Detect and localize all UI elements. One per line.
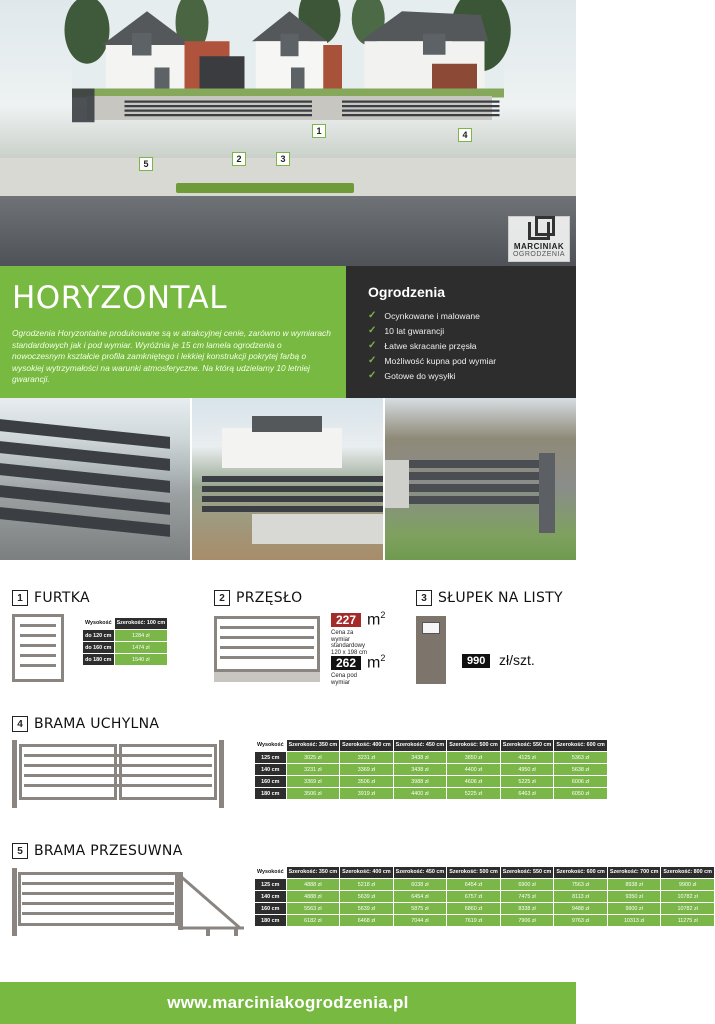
table-row: 140 cm 3231 zł 3369 zł 3438 zł 4400 zł 4950 zł 5638 zł [255,764,607,775]
table-row: 125 cm 3025 zł 3231 zł 3438 zł 3850 zł 4125 zł 5363 zł [255,752,607,763]
table-row: 180 cm 6182 zł 6468 zł 7044 zł 7619 zł 7906 zł 9763 zł 10313 zł 11275 zł [255,915,714,926]
section-title: BRAMA UCHYLNA [34,716,160,732]
check-icon: ✓ [368,370,377,381]
marker-3: 3 [276,152,290,166]
feature-item: ✓ Łatwe skracanie przęsła [368,340,477,351]
marciniak-logo-icon [528,222,550,240]
houses-illustration [0,0,576,150]
furtka-price-table [82,617,168,666]
feature-item: ✓ Możliwość kupna pod wymiar [368,355,497,366]
feature-item: ✓ Ocynkowane i malowane [368,310,480,321]
photo-gallery [0,398,576,560]
przeslo-custom-note: Cena pod wymiar [331,673,358,686]
przeslo-standard-note: Cena za wymiar standardowy 120 x 198 cm [331,630,368,656]
grass-strip [176,183,354,193]
product-description: Ogrodzenia Horyzontalne produkowane są w atrakcyjnej cenie, zarówno w wymiarach standardowych jak i pod wymiar. Wyróżnia je 15 cm lamela ogrodzenia o nowoczesnym kształcie profila zamkniętego i lekkiej konstrukcji pokrytej farbą o wysokiej wytrzymałości na warunki atmosferyczne. Na którą udzielamy 10 letniej gwarancji. [12,328,331,385]
check-icon: ✓ [368,310,377,321]
section-title: PRZĘSŁO [236,590,303,606]
section-number: 5 [12,843,28,859]
footer [0,982,576,1024]
section-slupek-header [416,590,563,606]
check-icon: ✓ [368,355,377,366]
sliding-gate-drawing [12,868,252,942]
banner-intro [0,266,346,398]
slupek-unit: zł/szt. [499,652,535,668]
features-title: Ogrodzenia [368,284,446,300]
check-icon: ✓ [368,340,377,351]
table-row: 140 cm 4888 zł 5639 zł 6454 zł 6757 zł 7475 zł 8113 zł 9350 zł 10782 zł [255,891,714,902]
section-number: 1 [12,590,28,606]
table-header: Wysokość [255,740,286,751]
section-furtka-header [12,590,90,606]
table-row: 160 cm 5563 zł 5639 zł 5875 zł 6860 zł 8338 zł 9488 zł 9900 zł 10782 zł [255,903,714,914]
table-row: 160 cm 3369 zł 3506 zł 3988 zł 4606 zł 5225 zł 6006 zł [255,776,607,787]
section-number: 3 [416,590,432,606]
table-row: 125 cm 4888 zł 5218 zł 6038 zł 6454 zł 6900 zł 7563 zł 8938 zł 9900 zł [255,879,714,890]
section-przeslo-header [214,590,302,606]
brand-logo [508,216,570,262]
logo-subtitle: OGRODZENIA [512,251,566,258]
product-title: HORYZONTAL [12,280,228,316]
table-row: do 120 cm 1284 zł [83,630,167,641]
section-title: FURTKA [34,590,90,606]
table-header: Wysokość [83,618,114,629]
feature-item: ✓ Gotowe do wysyłki [368,370,456,381]
table-header: Szerokość: 100 cm [115,618,168,629]
logo-name: MARCINIAK [513,242,565,251]
wicket-gate-drawing [12,614,64,682]
brama-uchylna-price-table: Wysokość Szerokość: 350 cm Szerokość: 400 cm Szerokość: 450 cm Szerokość: 500 cm Szerokość: 550 cm Szerokość: 600 cm 125 cm 3025 zł 3231 zł 3438 zł 3850 zł 4125 zł 5363 zł 140 cm 3231 zł 3369 zł 3438 zł 4400 zł 4950 zł 5638 zł 160 cm 3369 zł 3506 zł 3988 zł 4606 zł 5225 zł 6006 zł 180 cm 3506 zł 3919 zł 4400 zł 5225 zł 6463 zł 6050 zł [254,739,608,800]
section-number: 2 [214,590,230,606]
przeslo-custom-price: 262 [331,656,361,670]
section-number: 4 [12,716,28,732]
marker-4: 4 [458,128,472,142]
fence-photo-2 [192,398,383,560]
marker-2: 2 [232,152,246,166]
website-link[interactable]: www.marciniakogrodzenia.pl [167,993,409,1012]
brama-przesuwna-price-table: Wysokość Szerokość: 350 cm Szerokość: 400 cm Szerokość: 450 cm Szerokość: 500 cm Szerokość: 550 cm Szerokość: 600 cm Szerokość: 700 cm Szerokość: 800 cm 125 cm 4888 zł 5218 zł 6038 zł 6454 zł 6900 zł 7563 zł 8938 zł 9900 zł 140 cm 4888 zł 5639 zł 6454 zł 6757 zł 7475 zł 8113 zł 9350 zł 10782 zł 160 cm 5563 zł 5639 zł 5875 zł 6860 zł 8338 zł 9488 zł 9900 zł 10782 zł 180 cm 6182 zł 6468 zł 7044 zł 7619 zł 7906 zł 9763 zł 10313 zł 11275 zł [254,866,715,927]
table-row: do 160 cm 1474 zł [83,642,167,653]
fence-panel-drawing [214,616,320,682]
section-title: BRAMA PRZESUWNA [34,843,183,859]
check-icon: ✓ [368,325,377,336]
features-panel [346,266,576,398]
table-row: 180 cm 3506 zł 3919 zł 4400 zł 5225 zł 6463 zł 6050 zł [255,788,607,799]
table-header: Wysokość [255,867,286,878]
hero-render-image [0,0,576,266]
fence-photo-1 [0,398,190,560]
section-brama-uchylna-header [12,716,159,732]
section-brama-przesuwna-header [12,843,183,859]
przeslo-unit: $m^2$ [367,653,386,672]
przeslo-unit: $m^2$ [367,610,386,629]
table-row: do 180 cm 1540 zł [83,654,167,665]
product-banner [0,266,576,398]
road [0,196,576,266]
przeslo-standard-price: 227 [331,613,361,627]
swing-gate-drawing [12,740,224,808]
slupek-price: 990 [462,654,490,668]
mailbox-post-drawing [416,616,446,684]
marker-5: 5 [139,157,153,171]
marker-1: 1 [312,124,326,138]
fence-photo-3 [385,398,576,560]
section-title: SŁUPEK NA LISTY [438,590,563,606]
feature-item: ✓ 10 lat gwarancji [368,325,445,336]
